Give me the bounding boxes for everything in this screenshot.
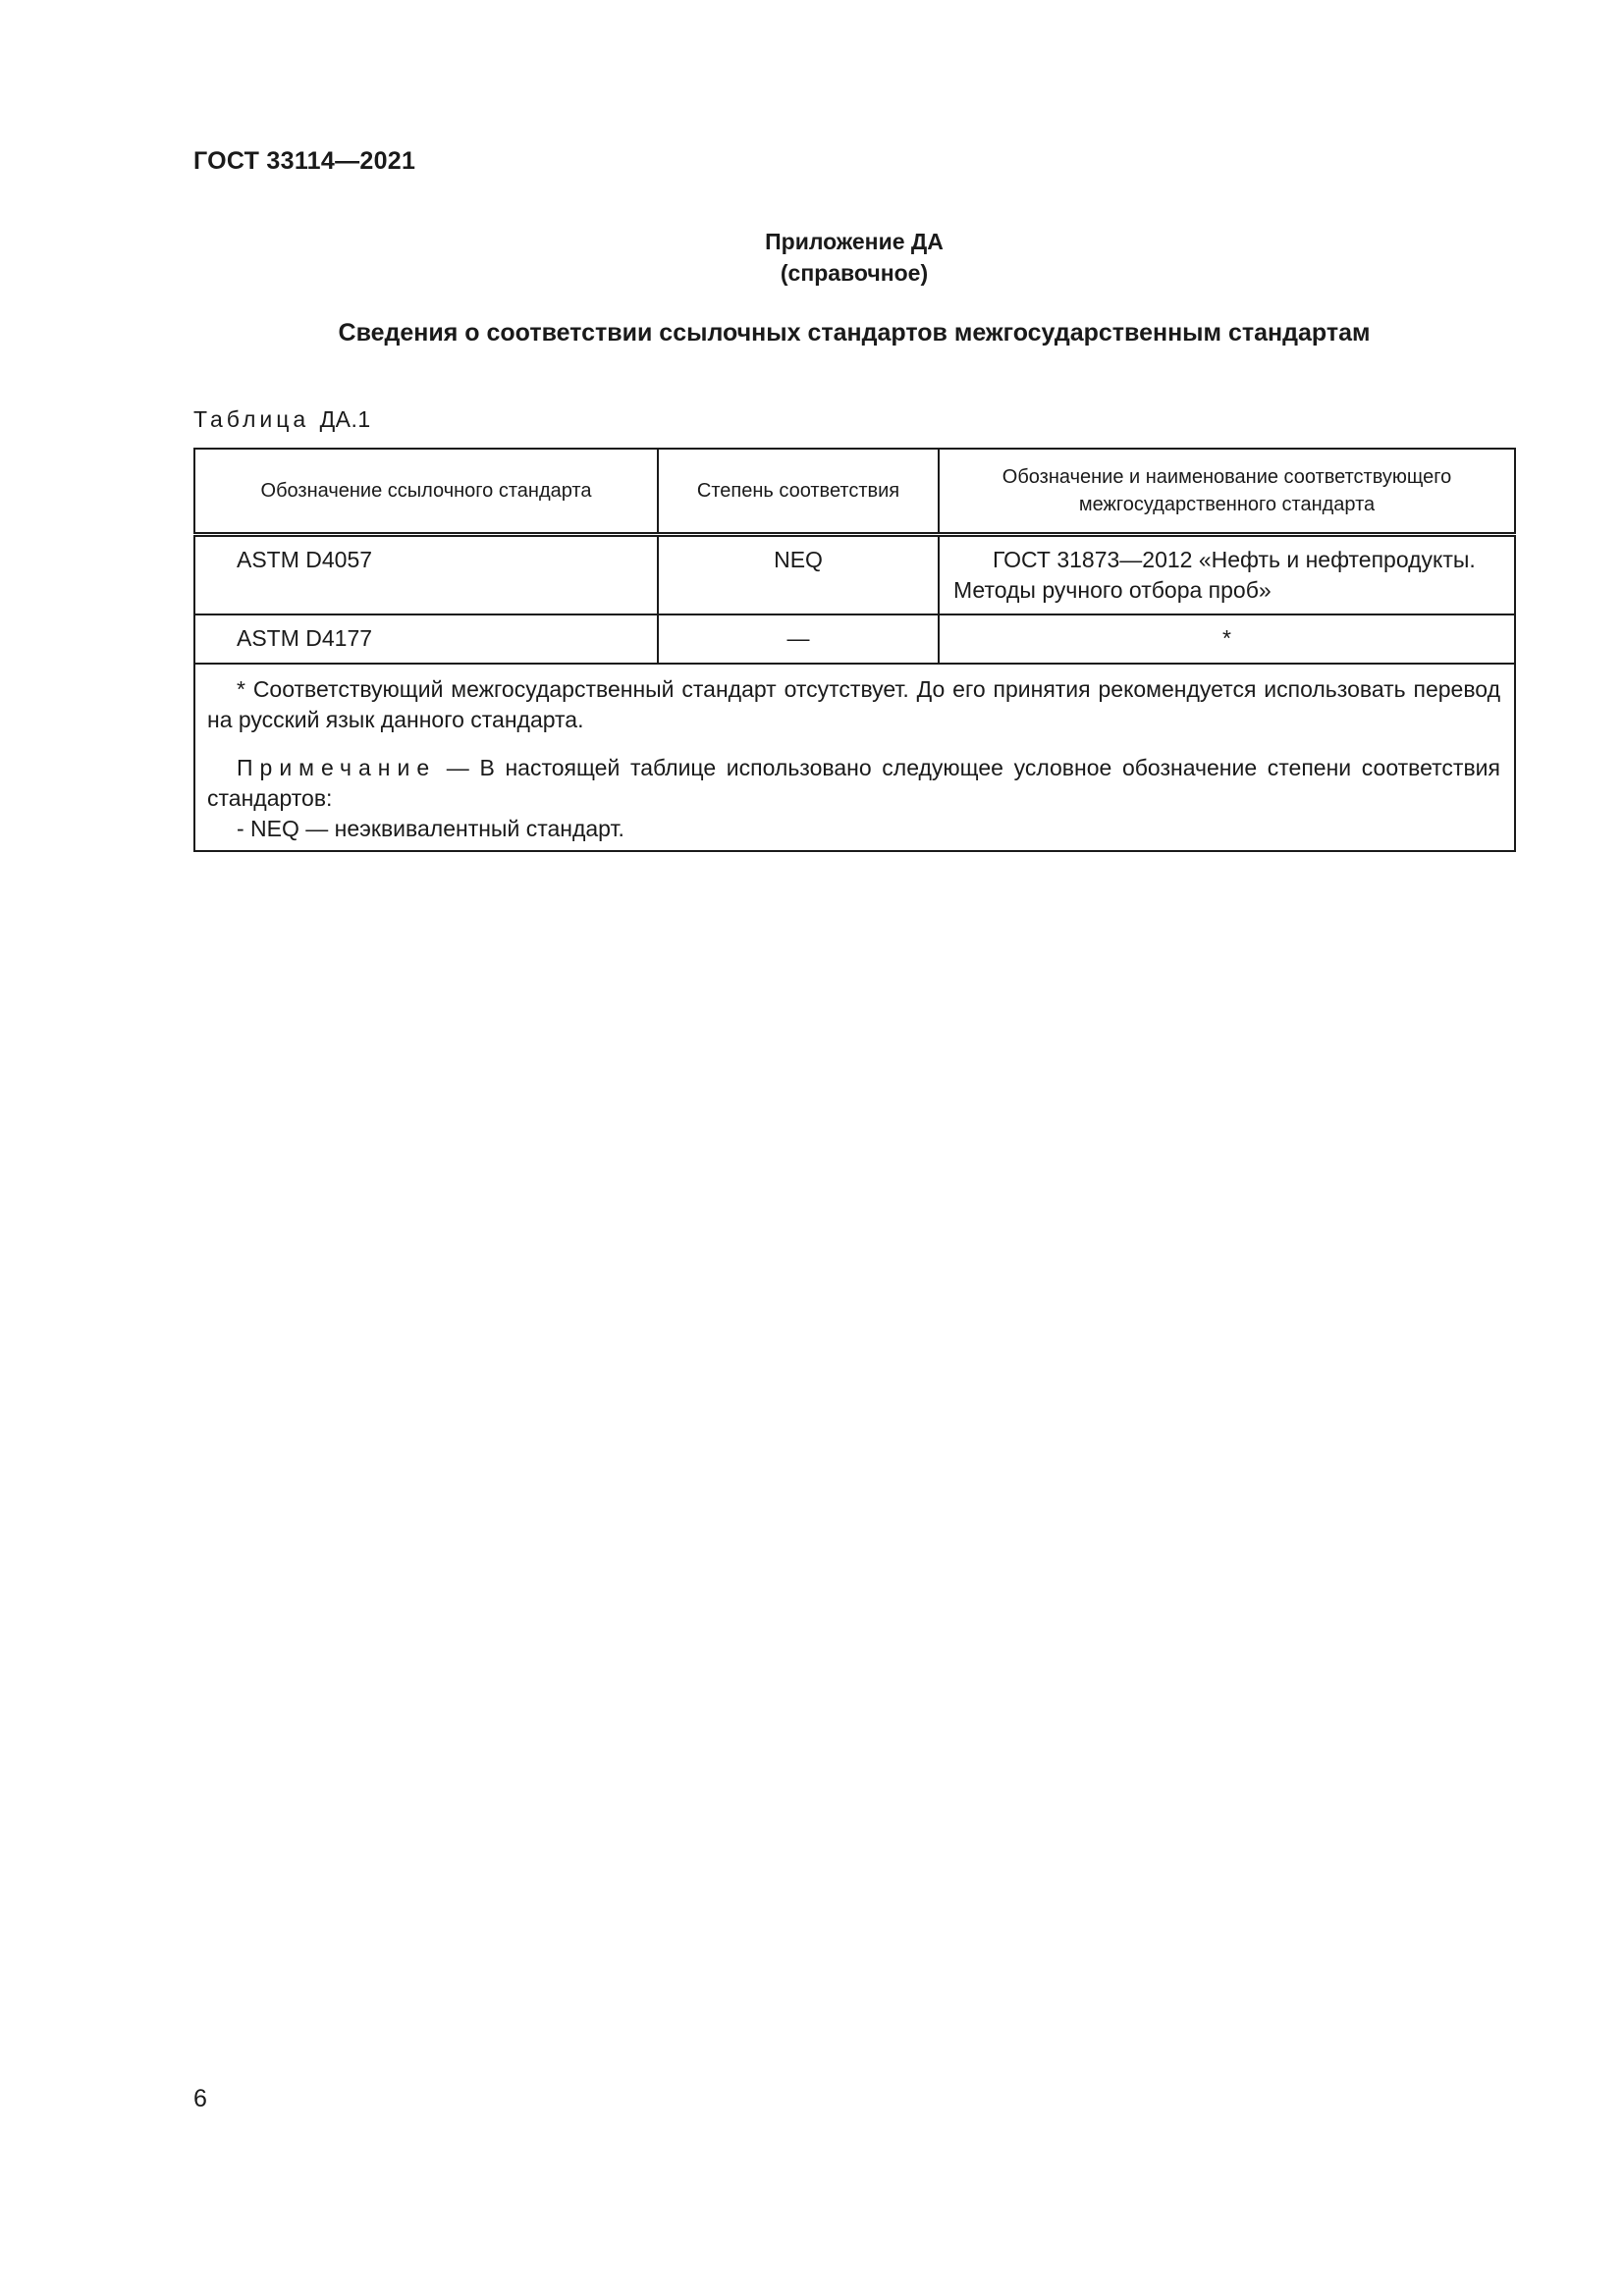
column-header-interstate-standard: Обозначение и наименование соответствующего межгосударственного стандарта bbox=[939, 449, 1515, 535]
cell-degree: — bbox=[658, 614, 939, 664]
cell-interstate-standard: ГОСТ 31873—2012 «Нефть и нефтепродукты. Методы ручного отбора проб» bbox=[939, 535, 1515, 615]
cell-interstate-standard: * bbox=[939, 614, 1515, 664]
table-row bbox=[194, 535, 1515, 615]
correspondence-table bbox=[193, 448, 1516, 852]
note-text: — В настоящей таблице использовано следующее условное обозначение степени соответствия стандартов: bbox=[207, 755, 1500, 811]
cell-reference-standard: ASTM D4057 bbox=[194, 535, 658, 615]
table-footer-row bbox=[194, 664, 1515, 851]
annex-title: Приложение ДА bbox=[765, 229, 944, 254]
annex-subtitle: (справочное) bbox=[780, 260, 929, 286]
note-list-item: - NEQ — неэквивалентный стандарт. bbox=[237, 816, 624, 841]
column-header-degree: Степень соответствия bbox=[658, 449, 939, 535]
section-heading: Сведения о соответствии ссылочных стандартов межгосударственным стандартам bbox=[338, 319, 1371, 347]
table-footer-cell bbox=[194, 664, 1515, 851]
table-caption-number: ДА.1 bbox=[319, 406, 371, 432]
table-caption bbox=[193, 406, 371, 433]
table-row bbox=[194, 614, 1515, 664]
table-caption-word: Таблица bbox=[193, 406, 310, 432]
cell-degree: NEQ bbox=[658, 535, 939, 615]
page-number: 6 bbox=[193, 2085, 207, 2112]
note-label: Примечание bbox=[237, 755, 437, 780]
annex-title-block bbox=[0, 226, 1624, 289]
table-footnote: * Соответствующий межгосударственный стандарт отсутствует. До его принятия рекомендуется использовать перевод на русский язык данного стандарта. bbox=[207, 676, 1500, 732]
document-code: ГОСТ 33114—2021 bbox=[193, 147, 416, 175]
cell-reference-standard: ASTM D4177 bbox=[194, 614, 658, 664]
table-header-row bbox=[194, 449, 1515, 535]
correspondence-table-wrapper bbox=[193, 448, 1514, 852]
column-header-reference-standard: Обозначение ссылочного стандарта bbox=[194, 449, 658, 535]
table-note bbox=[207, 753, 1500, 814]
